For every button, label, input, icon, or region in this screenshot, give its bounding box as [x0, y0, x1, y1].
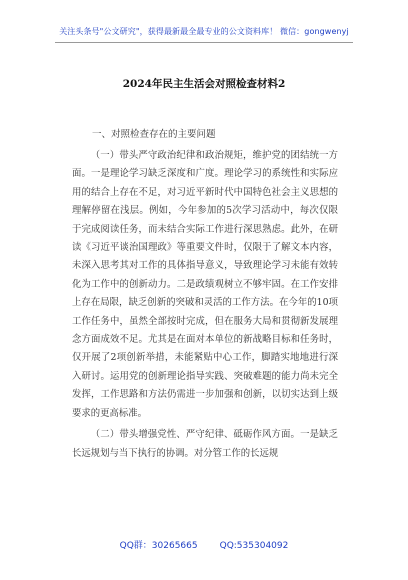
document-title: 2024年民主生活会对照检查材料2 [122, 78, 286, 90]
document-body [72, 147, 338, 463]
header-divider [55, 42, 353, 43]
footer-qq-group: QQ群：30265665 [119, 541, 198, 551]
paragraph-2: （二）带头增强党性、严守纪律、砥砺作风方面。一是缺乏长远规划与当下执行的协调。对分管工作的长远规 [72, 429, 338, 459]
paragraph-1: （一）带头严守政治纪律和政治规矩，维护党的团结统一方面。一是理论学习缺乏深度和广度。理论学习的系统性和实际应用的结合上存在不足，对习近平新时代中国特色社会主义思想的理解停留在浅层。例如，今年参加的5次学习活动中，每次仅限于完成阅读任务，而未结合实际工作进行深思熟虑。此外，在研读《习近平谈治国理政》等重要文件时，仅限于了解文本内容，未深入思考其对工作的具体指导意义，导致理论学习未能有效转化为工作中的创新动力。二是政绩观树立不够牢固。在工作安排上存在局限，缺乏创新的突破和灵活的工作方法。在今年的10项工作任务中，虽然全部按时完成，但在服务大局和贯彻新发展理念方面成效不足。尤其是在面对本单位的新战略目标和任务时，仅开展了2项创新举措，未能紧贴中心工作，脚踏实地地进行深入研讨。运用党的创新理论指导实践、突破难题的能力尚未完全发挥，工作思路和方法仍需进一步加强和创新，以切实达到上级要求的更高标准。 [72, 150, 338, 419]
header-banner: 关注头条号"公文研究"，获得最新最全最专业的公文资料库！ 微信：gongwenyj [59, 27, 349, 36]
footer-qq-number: QQ:535304092 [219, 541, 289, 551]
footer-contact [0, 538, 408, 551]
section-heading: 一、对照检查存在的主要问题 [92, 129, 216, 140]
